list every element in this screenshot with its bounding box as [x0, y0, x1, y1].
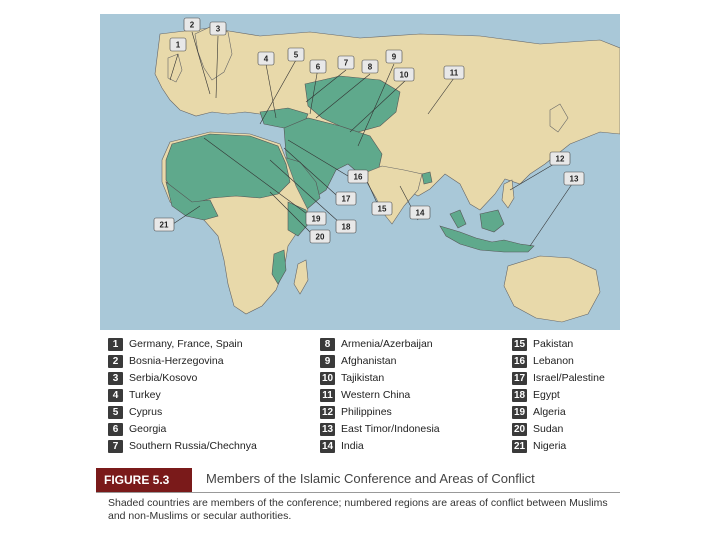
legend-item-6: 6 Georgia [108, 421, 166, 437]
svg-text:4: 4 [263, 54, 269, 64]
map-label-21 [154, 218, 174, 231]
map-label-13 [564, 172, 584, 185]
svg-text:11: 11 [449, 68, 459, 78]
map-label-16 [348, 170, 368, 183]
legend-item-4: 4 Turkey [108, 387, 161, 403]
legend-item-13: 13 East Timor/Indonesia [321, 423, 440, 435]
svg-text:20: 20 [315, 232, 325, 242]
legend-item-5: 5 Cyprus [108, 404, 162, 420]
svg-text:19: 19 [311, 214, 321, 224]
map-label-7 [338, 56, 354, 69]
legend-item-17: 17 Israel/Palestine [513, 372, 605, 384]
map-label-20 [310, 230, 330, 243]
map-label-1 [170, 38, 186, 51]
svg-text:12: 12 [555, 154, 565, 164]
legend-item-9: 9 Afghanistan [320, 353, 396, 369]
map-label-4 [258, 52, 274, 65]
legend-item-12: 12 Philippines [321, 406, 392, 418]
svg-text:9: 9 [391, 52, 397, 62]
svg-text:21: 21 [159, 220, 169, 230]
svg-text:5: 5 [293, 50, 299, 60]
svg-text:10: 10 [399, 70, 409, 80]
svg-text:14: 14 [415, 208, 425, 218]
map-label-19 [306, 212, 326, 225]
map-label-3 [210, 22, 226, 35]
svg-text:13: 13 [569, 174, 579, 184]
map-label-6 [310, 60, 326, 73]
legend-item-10: 10 Tajikistan [321, 372, 385, 384]
legend-item-3: 3 Serbia/Kosovo [108, 370, 197, 386]
legend-item-15: 15 Pakistan [513, 338, 574, 350]
legend-item-1: 1 Germany, France, Spain [108, 336, 243, 352]
svg-text:18: 18 [341, 222, 351, 232]
map-label-2 [184, 18, 200, 31]
map-label-14 [410, 206, 430, 219]
svg-text:17: 17 [341, 194, 351, 204]
svg-text:1: 1 [175, 40, 181, 50]
legend-item-16: 16 Lebanon [513, 355, 574, 367]
svg-text:16: 16 [353, 172, 363, 182]
svg-text:2: 2 [189, 20, 195, 30]
svg-text:6: 6 [315, 62, 321, 72]
map-label-15 [372, 202, 392, 215]
legend-item-11: 11 Western China [320, 387, 410, 403]
legend-item-2: 2 Bosnia-Herzegovina [108, 353, 224, 369]
legend-item-7: 7 Southern Russia/Chechnya [108, 438, 257, 454]
legend-item-21: 21 Nigeria [513, 440, 567, 452]
map-label-12 [550, 152, 570, 165]
member-bangladesh [422, 172, 432, 184]
legend [108, 336, 620, 456]
world-map [100, 14, 620, 330]
legend-item-14: 14 India [321, 440, 364, 452]
svg-text:7: 7 [343, 58, 349, 68]
map-label-18 [336, 220, 356, 233]
figure-title: Members of the Islamic Conference and Areas of Conflict [206, 471, 535, 486]
svg-text:3: 3 [215, 24, 221, 34]
map-label-8 [362, 60, 378, 73]
legend-item-19: 19 Algeria [513, 406, 566, 418]
map-label-10 [394, 68, 414, 81]
legend-item-20: 20 Sudan [513, 423, 564, 435]
figure-caption: Shaded countries are members of the conference; numbered regions are areas of conflict between Muslims and non-Muslims or secular authorities. [108, 497, 608, 522]
figure-label: FIGURE 5.3 [96, 468, 192, 492]
map-label-11 [444, 66, 464, 79]
map-label-17 [336, 192, 356, 205]
map-label-9 [386, 50, 402, 63]
legend-item-8: 8 Armenia/Azerbaijan [320, 336, 433, 352]
legend-item-18: 18 Egypt [513, 389, 560, 401]
svg-text:8: 8 [367, 62, 373, 72]
svg-text:15: 15 [377, 204, 387, 214]
figure-header [96, 468, 620, 492]
divider [96, 492, 620, 493]
map-label-5 [288, 48, 304, 61]
